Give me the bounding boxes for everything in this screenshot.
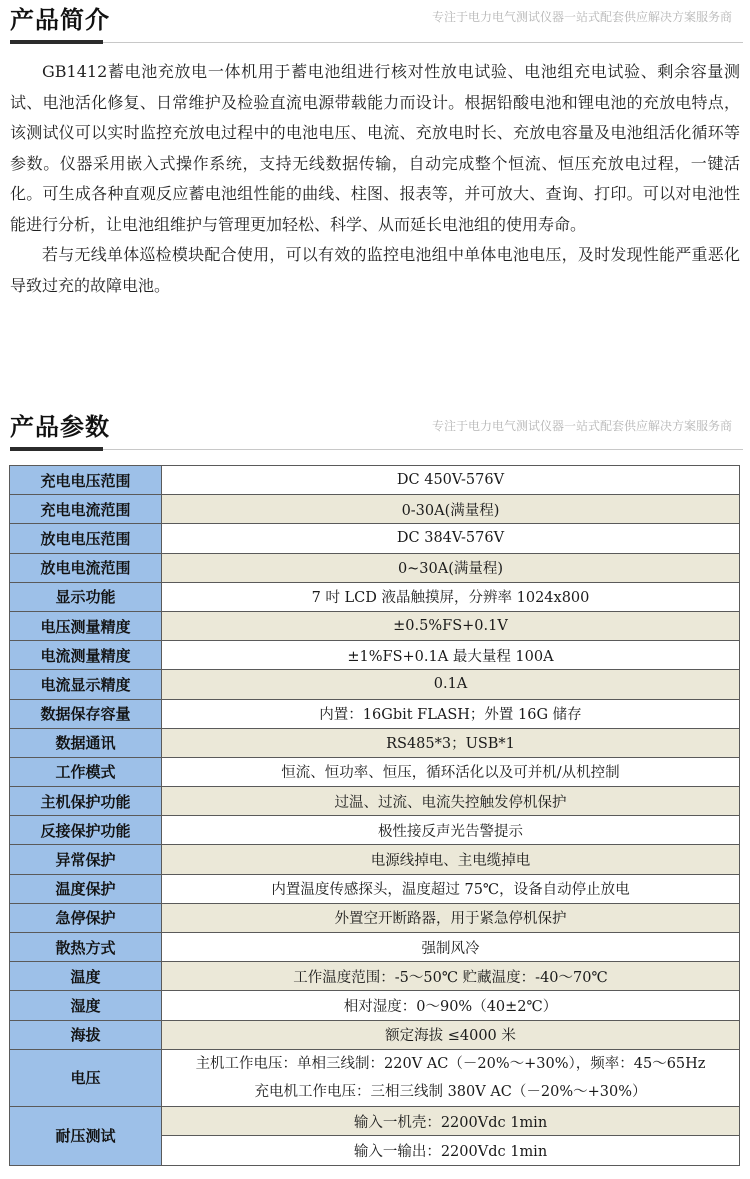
param-key: 急停保护 bbox=[10, 903, 162, 932]
param-value: 工作温度范围：-5～50℃ 贮藏温度：-40～70℃ bbox=[162, 962, 740, 991]
voltage-line-2: 充电机工作电压：三相三线制 380V AC（－20%～+30%） bbox=[254, 1083, 647, 1100]
param-value: 相对湿度：0～90%（40±2℃） bbox=[162, 991, 740, 1020]
param-row bbox=[10, 495, 740, 524]
param-key: 温度 bbox=[10, 962, 162, 991]
param-row bbox=[10, 757, 740, 786]
param-value: 强制风冷 bbox=[162, 933, 740, 962]
param-value: 输入一输出：2200Vdc 1min bbox=[162, 1136, 740, 1165]
param-key: 电流测量精度 bbox=[10, 641, 162, 670]
param-key: 反接保护功能 bbox=[10, 816, 162, 845]
params-table bbox=[9, 465, 740, 1166]
param-key: 异常保护 bbox=[10, 845, 162, 874]
param-row bbox=[10, 816, 740, 845]
intro-paragraph-2: 若与无线单体巡检模块配合使用，可以有效的监控电池组中单体电池电压，及时发现性能严重恶化导致过充的故障电池。 bbox=[10, 245, 740, 295]
param-row bbox=[10, 670, 740, 699]
param-value: ±1%FS+0.1A 最大量程 100A bbox=[162, 641, 740, 670]
param-row bbox=[10, 728, 740, 757]
param-row bbox=[10, 903, 740, 932]
param-value: 输入一机壳：2200Vdc 1min bbox=[162, 1107, 740, 1136]
param-key: 显示功能 bbox=[10, 582, 162, 611]
param-value: 0~30A(满量程) bbox=[162, 553, 740, 582]
param-key: 数据通讯 bbox=[10, 728, 162, 757]
param-row bbox=[10, 991, 740, 1020]
param-row bbox=[10, 845, 740, 874]
param-key: 电流显示精度 bbox=[10, 670, 162, 699]
intro-title-underline bbox=[10, 40, 103, 44]
param-row bbox=[10, 874, 740, 903]
intro-header-divider bbox=[103, 42, 743, 43]
params-table-body bbox=[10, 466, 740, 1166]
params-header-divider bbox=[103, 449, 743, 450]
param-key: 耐压测试 bbox=[10, 1107, 162, 1165]
param-key: 充电电流范围 bbox=[10, 495, 162, 524]
voltage-line-1: 主机工作电压：单相三线制：220V AC（－20%～+30%），频率：45～65Hz bbox=[195, 1055, 706, 1072]
param-row bbox=[10, 1107, 740, 1136]
params-title-underline bbox=[10, 447, 103, 451]
param-row bbox=[10, 962, 740, 991]
param-value: 7 吋 LCD 液晶触摸屏，分辨率 1024x800 bbox=[162, 582, 740, 611]
param-value: 极性接反声光告警提示 bbox=[162, 816, 740, 845]
param-row bbox=[10, 466, 740, 495]
param-key: 充电电压范围 bbox=[10, 466, 162, 495]
param-key: 散热方式 bbox=[10, 933, 162, 962]
param-value: 内置温度传感探头，温度超过 75℃，设备自动停止放电 bbox=[162, 874, 740, 903]
param-key: 数据保存容量 bbox=[10, 699, 162, 728]
param-row bbox=[10, 553, 740, 582]
param-key: 放电电流范围 bbox=[10, 553, 162, 582]
param-value: 过温、过流、电流失控触发停机保护 bbox=[162, 787, 740, 816]
param-value: ±0.5%FS+0.1V bbox=[162, 611, 740, 640]
intro-section-header bbox=[0, 0, 750, 48]
param-row bbox=[10, 787, 740, 816]
param-value: 内置：16Gbit FLASH；外置 16G 储存 bbox=[162, 699, 740, 728]
param-value: 0-30A(满量程) bbox=[162, 495, 740, 524]
params-section-title: 产品参数 bbox=[10, 413, 110, 441]
param-value: DC 384V-576V bbox=[162, 524, 740, 553]
param-value: 恒流、恒功率、恒压，循环活化以及可并机/从机控制 bbox=[162, 757, 740, 786]
param-value: DC 450V-576V bbox=[162, 466, 740, 495]
param-key: 工作模式 bbox=[10, 757, 162, 786]
param-key: 放电电压范围 bbox=[10, 524, 162, 553]
param-key: 湿度 bbox=[10, 991, 162, 1020]
param-row bbox=[10, 524, 740, 553]
param-row bbox=[10, 611, 740, 640]
intro-section-title: 产品简介 bbox=[10, 6, 110, 34]
param-row bbox=[10, 699, 740, 728]
param-key: 电压 bbox=[10, 1049, 162, 1106]
param-key: 温度保护 bbox=[10, 874, 162, 903]
params-section-header bbox=[0, 407, 750, 455]
param-key: 海拔 bbox=[10, 1020, 162, 1049]
param-key: 电压测量精度 bbox=[10, 611, 162, 640]
intro-text bbox=[10, 57, 740, 301]
param-row bbox=[10, 1049, 740, 1106]
param-row bbox=[10, 582, 740, 611]
param-value-voltage bbox=[162, 1049, 740, 1106]
intro-section-slogan: 专注于电力电气测试仪器一站式配套供应解决方案服务商 bbox=[431, 10, 732, 24]
param-row bbox=[10, 641, 740, 670]
param-value: 外置空开断路器，用于紧急停机保护 bbox=[162, 903, 740, 932]
param-row bbox=[10, 1020, 740, 1049]
param-key: 主机保护功能 bbox=[10, 787, 162, 816]
param-value: 0.1A bbox=[162, 670, 740, 699]
params-section-slogan: 专注于电力电气测试仪器一站式配套供应解决方案服务商 bbox=[431, 419, 732, 433]
param-row bbox=[10, 933, 740, 962]
param-value: RS485*3；USB*1 bbox=[162, 728, 740, 757]
intro-paragraph-1: GB1412蓄电池充放电一体机用于蓄电池组进行核对性放电试验、电池组充电试验、剩余容量测试、电池活化修复、日常维护及检验直流电源带载能力而设计。根据铅酸电池和锂电池的充放电特点，该测试仪可以实时监控充放电过程中的电池电压、电流、充放电时长、充放电容量及电池组活化循环等参数。仪器采用嵌入式操作系统，支持无线数据传输，自动完成整个恒流、恒压充放电过程，一键活化。可生成各种直观反应蓄电池组性能的曲线、柱图、报表等，并可放大、查询、打印。可以对电池性能进行分析，让电池组维护与管理更加轻松、科学、从而延长电池组的使用寿命。 bbox=[10, 62, 740, 234]
param-value: 电源线掉电、主电缆掉电 bbox=[162, 845, 740, 874]
param-value: 额定海拔 ≤4000 米 bbox=[162, 1020, 740, 1049]
